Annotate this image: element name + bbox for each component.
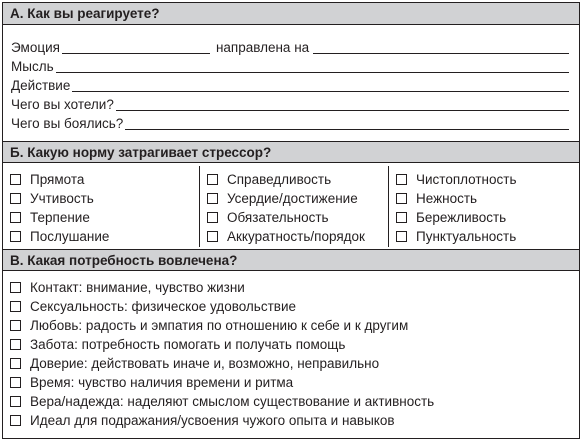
checkbox-icon[interactable] [10,231,21,242]
norm-checkbox-item[interactable] [200,227,388,246]
checkbox-icon[interactable] [10,415,21,426]
section-b-header: Б. Какую норму затрагивает стрессор? [3,141,579,163]
norm-label: Прямота [30,172,85,187]
norm-label: Учтивость [30,191,94,206]
norms-grid [3,166,579,247]
norm-label: Бережливость [416,210,507,225]
wanted-row [11,96,569,114]
norm-label: Послушание [30,229,110,244]
norm-label: Чистоплотность [416,172,517,187]
thought-label: Мысль [11,59,54,74]
need-checkbox-item[interactable] [3,411,579,430]
thought-row [11,58,569,76]
norm-checkbox-item[interactable] [389,189,579,208]
norm-checkbox-item[interactable] [3,208,199,227]
need-label: Сексуальность: физическое удовольствие [30,299,296,314]
need-label: Вера/надежда: наделяют смыслом существование и активность [30,394,435,409]
checkbox-icon[interactable] [10,320,21,331]
need-checkbox-item[interactable] [3,392,579,411]
checkbox-icon[interactable] [207,212,218,223]
checkbox-icon[interactable] [396,212,407,223]
norms-column-1 [3,166,199,247]
need-checkbox-item[interactable] [3,297,579,316]
norm-label: Пунктуальность [416,229,517,244]
need-label: Любовь: радость и эмпатия по отношению к себе и к другим [30,318,409,333]
checkbox-icon[interactable] [10,282,21,293]
feared-label: Чего вы боялись? [11,116,124,131]
norm-checkbox-item[interactable] [389,227,579,246]
norm-label: Справедливость [227,172,332,187]
checkbox-icon[interactable] [207,174,218,185]
norm-checkbox-item[interactable] [3,170,199,189]
action-label: Действие [11,78,71,93]
norm-checkbox-item[interactable] [3,189,199,208]
norm-label: Терпение [30,210,90,225]
norm-label: Аккуратность/порядок [227,229,365,244]
action-row [11,77,569,95]
checkbox-icon[interactable] [207,231,218,242]
need-label: Контакт: внимание, чувство жизни [30,280,245,295]
norm-checkbox-item[interactable] [200,208,388,227]
checkbox-icon[interactable] [10,301,21,312]
directed-field[interactable] [313,39,569,54]
checkbox-icon[interactable] [207,193,218,204]
emotion-field[interactable] [62,39,210,54]
checkbox-icon[interactable] [10,377,21,388]
norm-checkbox-item[interactable] [200,170,388,189]
checkbox-icon[interactable] [10,193,21,204]
feared-row [11,115,569,133]
need-label: Доверие: действовать иначе и, возможно, неправильно [30,356,380,371]
norm-checkbox-item[interactable] [389,170,579,189]
needs-list [3,278,579,430]
emotion-label: Эмоция [11,40,60,55]
thought-field[interactable] [56,58,569,73]
wanted-field[interactable] [116,96,569,111]
checkbox-icon[interactable] [396,231,407,242]
checkbox-icon[interactable] [10,358,21,369]
checkbox-icon[interactable] [396,193,407,204]
norm-label: Обязательность [227,210,329,225]
section-c-header: В. Какая потребность вовлечена? [3,249,579,271]
action-field[interactable] [72,77,569,92]
need-checkbox-item[interactable] [3,373,579,392]
directed-label: направлена на [215,40,310,55]
norm-checkbox-item[interactable] [3,227,199,246]
checkbox-icon[interactable] [10,174,21,185]
norm-label: Нежность [416,191,478,206]
need-label: Время: чувство наличия времени и ритма [30,375,294,390]
norms-column-2 [199,166,388,247]
norm-checkbox-item[interactable] [389,208,579,227]
checkbox-icon[interactable] [396,174,407,185]
emotion-row [11,39,569,57]
need-checkbox-item[interactable] [3,335,579,354]
need-label: Идеал для подражания/усвоения чужого опыта и навыков [30,413,395,428]
norm-label: Усердие/достижение [227,191,358,206]
need-label: Забота: потребность помогать и получать помощь [30,337,346,352]
checkbox-icon[interactable] [10,212,21,223]
need-checkbox-item[interactable] [3,278,579,297]
norm-checkbox-item[interactable] [200,189,388,208]
need-checkbox-item[interactable] [3,316,579,335]
norms-column-3 [388,166,579,247]
need-checkbox-item[interactable] [3,354,579,373]
checkbox-icon[interactable] [10,396,21,407]
feared-field[interactable] [125,115,569,130]
questionnaire-form [2,2,580,439]
wanted-label: Чего вы хотели? [11,97,114,112]
section-a-header: А. Как вы реагируете? [3,3,579,25]
checkbox-icon[interactable] [10,339,21,350]
